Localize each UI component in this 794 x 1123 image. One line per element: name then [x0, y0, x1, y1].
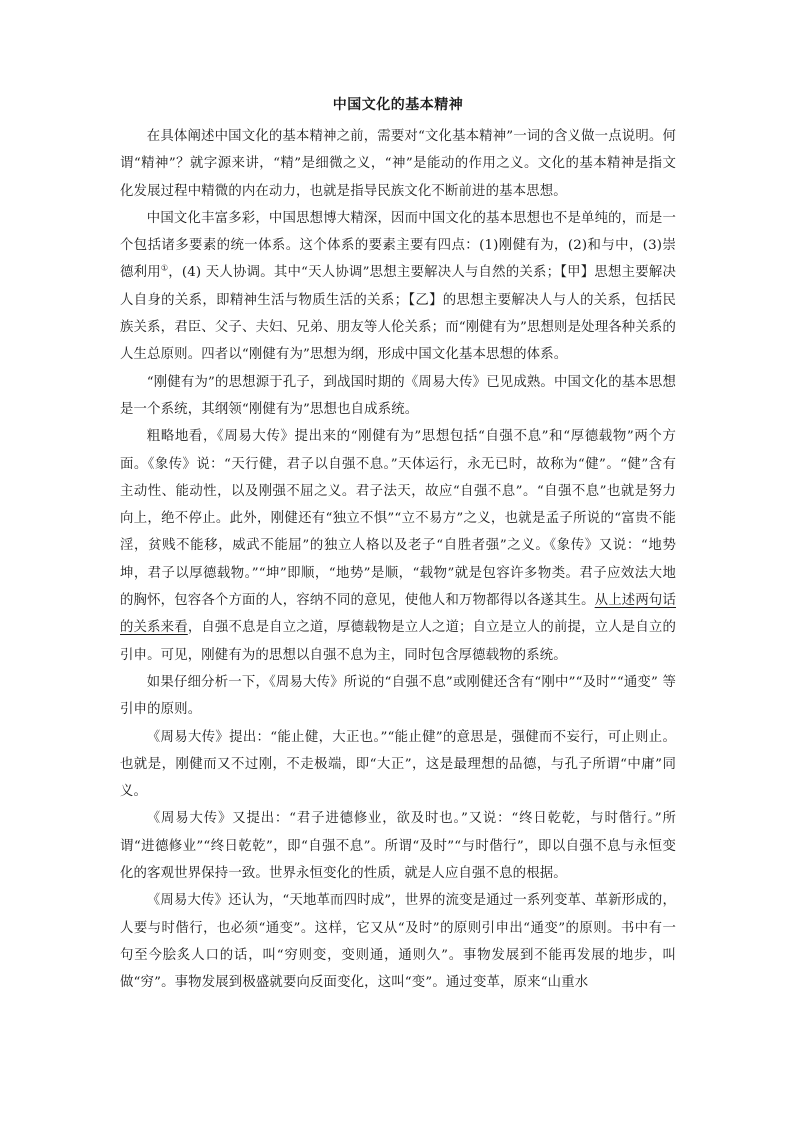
paragraph-2-part-1: 中国文化丰富多彩，中国思想博大精深，因而中国文化的基本思想也不是单纯的，而是一个包括诸多要素的统一体系。这个体系的要素主要有四点：(1)刚健有为，(2)和与中，(3)崇德利用: [120, 210, 676, 281]
paragraph-2: [120, 205, 676, 369]
footnote-marker: ①: [160, 264, 169, 274]
paragraph-2-part-2: ，(4) 天人协调。其中“天人协调”思想主要解决人与自然的关系；【甲】思想主要解决人自身的关系，即精神生活与物质生活的关系；【乙】的思想主要解决人与人的关系，包括民族关系，君臣、父子、夫妇、兄弟、朋友等人伦关系；而“刚健有为”思想则是处理各种关系的人生总原则。四者以“刚健有为”思想为纲，形成中国文化基本思想的体系。: [120, 265, 676, 363]
paragraph-3: “刚健有为”的思想源于孔子，到战国时期的《周易大传》已见成熟。中国文化的基本思想是一个系统，其纲领“刚健有为”思想也自成系统。: [120, 374, 676, 417]
paragraph-4-part-2: ，自强不息是自立之道，厚德载物是立人之道；自立是立人的前提，立人是自立的引申。可见，刚健有为的思想以自强不息为主，同时包含厚德载物的系统。: [120, 620, 676, 663]
paragraph-1: 在具体阐述中国文化的基本精神之前，需要对“文化基本精神”一词的含义做一点说明。何谓“精神”？就字源来讲，“精”是细微之义，“神”是能动的作用之义。文化的基本精神是指文化发展过程中精微的内在动力，也就是指导民族文化不断前进的基本思想。: [120, 129, 676, 199]
underlined-phrase: 从上述两句话的关系来看: [120, 593, 677, 636]
paragraph-8: 《周易大传》还认为，“天地革而四时成”，世界的流变是通过一系列变革、革新形成的，人要与时偕行，也必须“通变”。这样，它又从“及时”的原则引申出“通变”的原则。书中有一句至今脍炙人口的话，叫“穷则变，变则通，通则久”。事物发展到不能再发展的地步，叫做“穷”。事物发展到极盛就要向反面变化，这叫“变”。通过变革，原来“山重水: [120, 893, 676, 991]
paragraph-4-part-1: 粗略地看，《周易大传》提出来的“刚健有为”思想包括“自强不息”和“厚德载物”两个方面。《象传》说：“天行健，君子以自强不息。”天体运行，永无已时，故称为“健”。“健”含有主动性、能动性，以及刚强不屈之义。君子法天，故应“自强不息”。“自强不息”也就是努力向上，绝不停止。此外，刚健还有“独立不惧”“立不易方”之义，也就是孟子所说的“富贵不能淫，贫贱不能移，威武不能屈”的独立人格以及老子“自胜者强”之义。《象传》又说：“地势坤，君子以厚德载物。”“坤”即顺，“地势”是顺，“载物”就是包容许多物类。君子应效法大地的胸怀，包容各个方面的人，容纳不同的意见，使他人和万物都得以各遂其生。: [120, 429, 676, 609]
document-title: 中国文化的基本精神: [332, 97, 464, 113]
paragraph-7: 《周易大传》又提出：“君子进德修业，欲及时也。”又说：“终日乾乾，与时偕行。”所谓“进德修业”“终日乾乾”，即“自强不息”。所谓“及时”“与时偕行”，即以自强不息与永恒变化的客观世界保持一致。世界永恒变化的性质，就是人应自强不息的根据。: [120, 811, 676, 882]
paragraph-4: [120, 423, 676, 669]
paragraph-5: 如果仔细分析一下，《周易大传》所说的“自强不息”或刚健还含有“刚中”“及时”“通变” 等引申的原则。: [120, 674, 676, 718]
paragraph-6: 《周易大传》提出：“能止健，大正也。”“能止健”的意思是，强健而不妄行，可止则止。也就是，刚健而又不过刚，不走极端，即“大正”，这是最理想的品德，与孔子所谓“中庸”同义。: [120, 729, 676, 800]
